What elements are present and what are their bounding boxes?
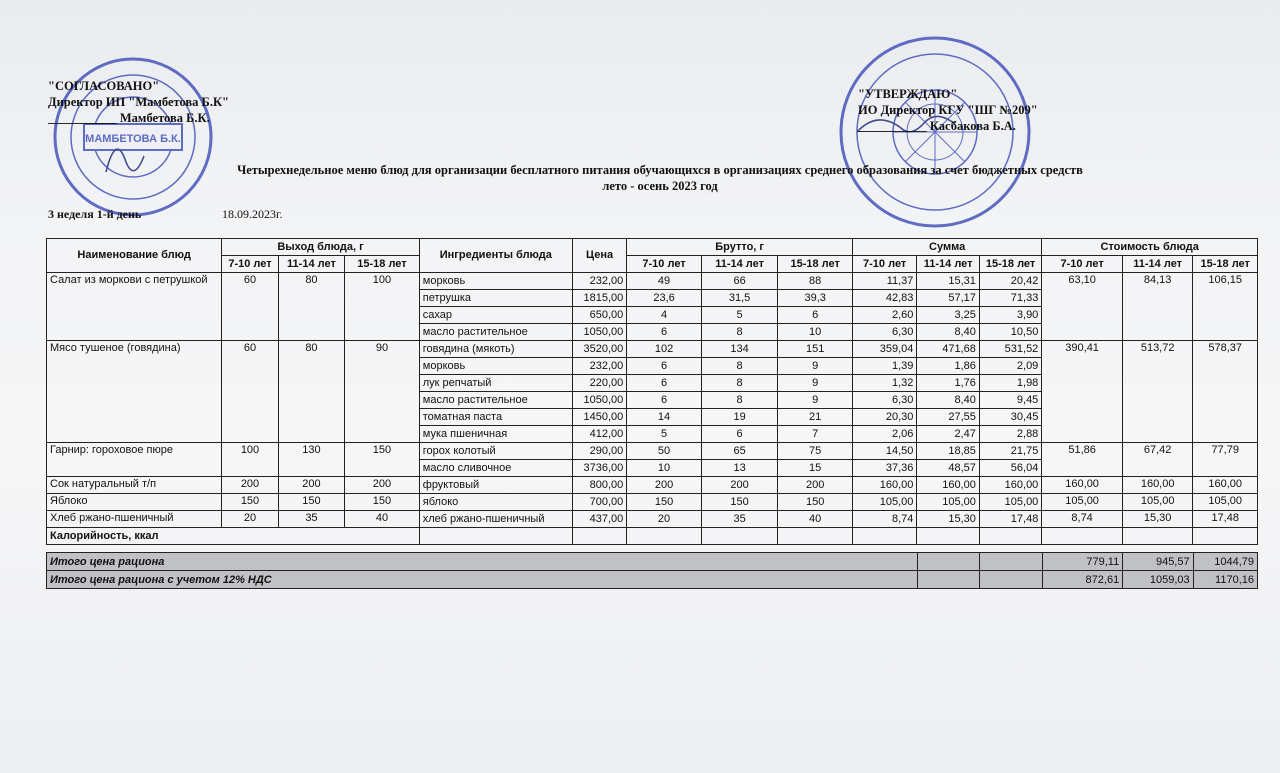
ingredient-name: масло сливочное — [419, 460, 572, 477]
table-row — [47, 341, 1258, 358]
ingredient-price: 700,00 — [572, 494, 626, 511]
ingredient-sum: 3,25 — [917, 307, 979, 324]
header-dish: Наименование блюд — [47, 239, 222, 273]
ingredient-price: 1815,00 — [572, 290, 626, 307]
ingredient-gross: 88 — [778, 273, 853, 290]
dish-cost: 105,00 — [1042, 494, 1123, 511]
menu-date: 18.09.2023г. — [222, 207, 283, 221]
ingredient-sum: 471,68 — [917, 341, 979, 358]
approval-left-title: "СОГЛАСОВАНО" — [48, 79, 160, 93]
header-cost: Стоимость блюда — [1042, 239, 1258, 256]
ingredient-name: масло растительное — [419, 324, 572, 341]
dish-name: Салат из моркови с петрушкой — [47, 273, 222, 341]
total-label: Итого цена рациона — [47, 553, 918, 571]
header-age: 11-14 лет — [278, 256, 344, 273]
dish-cost: 15,30 — [1122, 511, 1193, 528]
header-sum: Сумма — [852, 239, 1041, 256]
header-age: 15-18 лет — [345, 256, 420, 273]
approval-right-position: ИО Директор КГУ "ШГ №209" — [858, 103, 1038, 117]
ingredient-name: масло растительное — [419, 392, 572, 409]
ingredient-gross: 6 — [778, 307, 853, 324]
total-row — [47, 571, 1258, 589]
ingredient-sum: 18,85 — [917, 443, 979, 460]
ingredient-gross: 23,6 — [627, 290, 702, 307]
dish-output: 60 — [222, 341, 278, 443]
empty-cell — [572, 528, 626, 545]
ingredient-sum: 1,32 — [852, 375, 916, 392]
header-output: Выход блюда, г — [222, 239, 419, 256]
ingredient-sum: 9,45 — [979, 392, 1041, 409]
approval-right — [858, 86, 1038, 134]
ingredient-sum: 37,36 — [852, 460, 916, 477]
ingredient-name: томатная паста — [419, 409, 572, 426]
dish-cost: 63,10 — [1042, 273, 1123, 341]
ingredient-gross: 8 — [701, 375, 778, 392]
ingredient-gross: 200 — [701, 477, 778, 494]
ingredient-gross: 150 — [778, 494, 853, 511]
dish-cost: 513,72 — [1122, 341, 1193, 443]
ingredient-sum: 48,57 — [917, 460, 979, 477]
table-row — [47, 273, 1258, 290]
ingredient-gross: 5 — [627, 426, 702, 443]
approval-left-name: Мамбетова Б.К. — [119, 111, 210, 125]
ingredient-name: лук репчатый — [419, 375, 572, 392]
ingredient-gross: 15 — [778, 460, 853, 477]
table-row — [47, 477, 1258, 494]
header-age: 7-10 лет — [222, 256, 278, 273]
ingredient-gross: 8 — [701, 324, 778, 341]
ingredient-price: 1050,00 — [572, 324, 626, 341]
total-value: 1059,03 — [1123, 571, 1193, 589]
dish-output: 150 — [278, 494, 344, 511]
ingredient-gross: 4 — [627, 307, 702, 324]
ingredient-name: петрушка — [419, 290, 572, 307]
header-ingredients: Ингредиенты блюда — [419, 239, 572, 273]
header-age: 15-18 лет — [1193, 256, 1258, 273]
ingredient-gross: 102 — [627, 341, 702, 358]
ingredient-gross: 39,3 — [778, 290, 853, 307]
header-age: 7-10 лет — [852, 256, 916, 273]
approval-right-name: Касбакова Б.А. — [929, 119, 1016, 133]
ingredient-gross: 21 — [778, 409, 853, 426]
ingredient-price: 800,00 — [572, 477, 626, 494]
header-age: 15-18 лет — [979, 256, 1041, 273]
ingredient-sum: 2,09 — [979, 358, 1041, 375]
dish-name: Сок натуральный т/п — [47, 477, 222, 494]
ingredient-sum: 11,37 — [852, 273, 916, 290]
dish-output: 130 — [278, 443, 344, 477]
total-label: Итого цена рациона с учетом 12% НДС — [47, 571, 918, 589]
ingredient-gross: 150 — [701, 494, 778, 511]
approval-right-signature-line: ___________ — [858, 119, 927, 133]
ingredient-sum: 105,00 — [852, 494, 916, 511]
total-value: 779,11 — [1042, 553, 1122, 571]
approval-right-title: "УТВЕРЖДАЮ" — [858, 87, 958, 101]
ingredient-sum: 2,88 — [979, 426, 1041, 443]
ingredient-gross: 6 — [627, 392, 702, 409]
approval-left-position: Директор ИП "Мамбетова Б.К" — [48, 95, 229, 109]
ingredient-sum: 8,40 — [917, 392, 979, 409]
ingredient-name: морковь — [419, 358, 572, 375]
document-title — [120, 162, 1200, 194]
ingredient-sum: 15,31 — [917, 273, 979, 290]
ingredient-sum: 1,86 — [917, 358, 979, 375]
dish-cost: 84,13 — [1122, 273, 1193, 341]
ingredient-gross: 75 — [778, 443, 853, 460]
ingredient-gross: 65 — [701, 443, 778, 460]
ingredient-gross: 200 — [778, 477, 853, 494]
ingredient-name: фруктовый — [419, 477, 572, 494]
ingredient-sum: 27,55 — [917, 409, 979, 426]
ingredient-sum: 6,30 — [852, 324, 916, 341]
dish-name: Мясо тушеное (говядина) — [47, 341, 222, 443]
ingredient-gross: 20 — [627, 511, 702, 528]
empty-cell — [1042, 528, 1123, 545]
ingredient-sum: 105,00 — [917, 494, 979, 511]
ingredient-gross: 31,5 — [701, 290, 778, 307]
ingredient-sum: 2,47 — [917, 426, 979, 443]
dish-output: 60 — [222, 273, 278, 341]
empty-cell — [419, 528, 572, 545]
ingredient-price: 650,00 — [572, 307, 626, 324]
ingredient-price: 3736,00 — [572, 460, 626, 477]
ingredient-gross: 9 — [778, 392, 853, 409]
ingredient-gross: 10 — [778, 324, 853, 341]
ingredient-price: 220,00 — [572, 375, 626, 392]
header-price: Цена — [572, 239, 626, 273]
ingredient-gross: 13 — [701, 460, 778, 477]
ingredient-sum: 21,75 — [979, 443, 1041, 460]
total-value: 872,61 — [1042, 571, 1122, 589]
dish-cost: 160,00 — [1122, 477, 1193, 494]
ingredient-sum: 531,52 — [979, 341, 1041, 358]
dish-output: 90 — [345, 341, 420, 443]
totals-body — [47, 553, 1258, 589]
approval-left-signature — [48, 110, 229, 126]
ingredient-gross: 49 — [627, 273, 702, 290]
ingredient-price: 232,00 — [572, 358, 626, 375]
approval-left-signature-line: ___________ — [48, 111, 117, 125]
ingredient-price: 232,00 — [572, 273, 626, 290]
title-line-2: лето - осень 2023 год — [602, 179, 718, 193]
ingredient-gross: 6 — [701, 426, 778, 443]
ingredient-sum: 1,76 — [917, 375, 979, 392]
empty-cell — [980, 571, 1042, 589]
total-value: 945,57 — [1123, 553, 1193, 571]
ingredient-gross: 40 — [778, 511, 853, 528]
dish-output: 150 — [222, 494, 278, 511]
ingredient-gross: 6 — [627, 375, 702, 392]
ingredient-gross: 134 — [701, 341, 778, 358]
empty-cell — [980, 553, 1042, 571]
ingredient-sum: 1,39 — [852, 358, 916, 375]
ingredient-gross: 66 — [701, 273, 778, 290]
ingredient-gross: 200 — [627, 477, 702, 494]
ingredient-gross: 5 — [701, 307, 778, 324]
ingredient-sum: 17,48 — [979, 511, 1041, 528]
header-age: 11-14 лет — [917, 256, 979, 273]
dish-output: 200 — [222, 477, 278, 494]
ingredient-gross: 50 — [627, 443, 702, 460]
ingredient-sum: 105,00 — [979, 494, 1041, 511]
dish-cost: 51,86 — [1042, 443, 1123, 477]
ingredient-name: горох колотый — [419, 443, 572, 460]
dish-output: 20 — [222, 511, 278, 528]
ingredient-gross: 6 — [627, 358, 702, 375]
total-value: 1170,16 — [1193, 571, 1257, 589]
dish-cost: 106,15 — [1193, 273, 1258, 341]
left-stamp-name: МАМБЕТОВА Б.К. — [85, 133, 181, 145]
dish-output: 100 — [345, 273, 420, 341]
ingredient-name: морковь — [419, 273, 572, 290]
calories-label: Калорийность, ккал — [47, 528, 420, 545]
ingredient-sum: 30,45 — [979, 409, 1041, 426]
dish-cost: 17,48 — [1193, 511, 1258, 528]
ingredient-sum: 160,00 — [917, 477, 979, 494]
empty-cell — [918, 571, 980, 589]
empty-cell — [979, 528, 1041, 545]
menu-body — [47, 273, 1258, 545]
ingredient-gross: 6 — [627, 324, 702, 341]
week-label: 3 неделя 1-й день — [48, 207, 142, 221]
ingredient-price: 412,00 — [572, 426, 626, 443]
ingredient-sum: 71,33 — [979, 290, 1041, 307]
ingredient-price: 1450,00 — [572, 409, 626, 426]
ingredient-gross: 8 — [701, 358, 778, 375]
approval-right-signature — [858, 118, 1038, 134]
ingredient-name: сахар — [419, 307, 572, 324]
ingredient-sum: 8,40 — [917, 324, 979, 341]
ingredient-gross: 8 — [701, 392, 778, 409]
empty-cell — [1122, 528, 1193, 545]
ingredient-sum: 6,30 — [852, 392, 916, 409]
empty-cell — [852, 528, 916, 545]
approval-left — [48, 78, 229, 126]
menu-table — [46, 238, 1258, 545]
ingredient-sum: 14,50 — [852, 443, 916, 460]
header-age: 7-10 лет — [627, 256, 702, 273]
ingredient-sum: 57,17 — [917, 290, 979, 307]
ingredient-sum: 2,60 — [852, 307, 916, 324]
title-line-1: Четырехнедельное меню блюд для организации бесплатного питания обучающихся в организациях среднего образования за счет бюджетных средств — [237, 163, 1083, 177]
table-row — [47, 511, 1258, 528]
empty-cell — [1193, 528, 1258, 545]
ingredient-sum: 56,04 — [979, 460, 1041, 477]
ingredient-sum: 10,50 — [979, 324, 1041, 341]
dish-name: Гарнир: гороховое пюре — [47, 443, 222, 477]
totals-table — [46, 552, 1258, 589]
header-gross: Брутто, г — [627, 239, 853, 256]
empty-cell — [701, 528, 778, 545]
dish-output: 150 — [345, 443, 420, 477]
ingredient-sum: 42,83 — [852, 290, 916, 307]
dish-output: 35 — [278, 511, 344, 528]
dish-cost: 578,37 — [1193, 341, 1258, 443]
ingredient-price: 437,00 — [572, 511, 626, 528]
ingredient-gross: 150 — [627, 494, 702, 511]
table-row — [47, 443, 1258, 460]
dish-output: 200 — [278, 477, 344, 494]
ingredient-price: 1050,00 — [572, 392, 626, 409]
ingredient-price: 290,00 — [572, 443, 626, 460]
header-age: 15-18 лет — [778, 256, 853, 273]
total-row — [47, 553, 1258, 571]
empty-cell — [917, 528, 979, 545]
dish-cost: 105,00 — [1122, 494, 1193, 511]
dish-name: Яблоко — [47, 494, 222, 511]
ingredient-gross: 9 — [778, 358, 853, 375]
dish-output: 80 — [278, 273, 344, 341]
ingredient-gross: 14 — [627, 409, 702, 426]
dish-cost: 105,00 — [1193, 494, 1258, 511]
ingredient-gross: 151 — [778, 341, 853, 358]
ingredient-gross: 7 — [778, 426, 853, 443]
ingredient-gross: 10 — [627, 460, 702, 477]
empty-cell — [627, 528, 702, 545]
ingredient-sum: 20,30 — [852, 409, 916, 426]
ingredient-name: мука пшеничная — [419, 426, 572, 443]
dish-cost: 390,41 — [1042, 341, 1123, 443]
ingredient-sum: 2,06 — [852, 426, 916, 443]
ingredient-name: яблоко — [419, 494, 572, 511]
header-age: 7-10 лет — [1042, 256, 1123, 273]
ingredient-sum: 15,30 — [917, 511, 979, 528]
table-row — [47, 494, 1258, 511]
dish-output: 80 — [278, 341, 344, 443]
header-age: 11-14 лет — [701, 256, 778, 273]
header-age: 11-14 лет — [1122, 256, 1193, 273]
dish-output: 40 — [345, 511, 420, 528]
ingredient-sum: 20,42 — [979, 273, 1041, 290]
dish-cost: 8,74 — [1042, 511, 1123, 528]
dish-cost: 160,00 — [1193, 477, 1258, 494]
dish-name: Хлеб ржано-пшеничный — [47, 511, 222, 528]
ingredient-gross: 35 — [701, 511, 778, 528]
ingredient-sum: 359,04 — [852, 341, 916, 358]
ingredient-sum: 160,00 — [852, 477, 916, 494]
empty-cell — [918, 553, 980, 571]
empty-cell — [778, 528, 853, 545]
dish-cost: 160,00 — [1042, 477, 1123, 494]
ingredient-name: говядина (мякоть) — [419, 341, 572, 358]
dish-cost: 67,42 — [1122, 443, 1193, 477]
ingredient-sum: 8,74 — [852, 511, 916, 528]
dish-output: 150 — [345, 494, 420, 511]
ingredient-price: 3520,00 — [572, 341, 626, 358]
ingredient-name: хлеб ржано-пшеничный — [419, 511, 572, 528]
dish-output: 100 — [222, 443, 278, 477]
ingredient-sum: 3,90 — [979, 307, 1041, 324]
dish-cost: 77,79 — [1193, 443, 1258, 477]
ingredient-gross: 19 — [701, 409, 778, 426]
total-value: 1044,79 — [1193, 553, 1257, 571]
ingredient-gross: 9 — [778, 375, 853, 392]
ingredient-sum: 160,00 — [979, 477, 1041, 494]
ingredient-sum: 1,98 — [979, 375, 1041, 392]
calories-row — [47, 528, 1258, 545]
dish-output: 200 — [345, 477, 420, 494]
